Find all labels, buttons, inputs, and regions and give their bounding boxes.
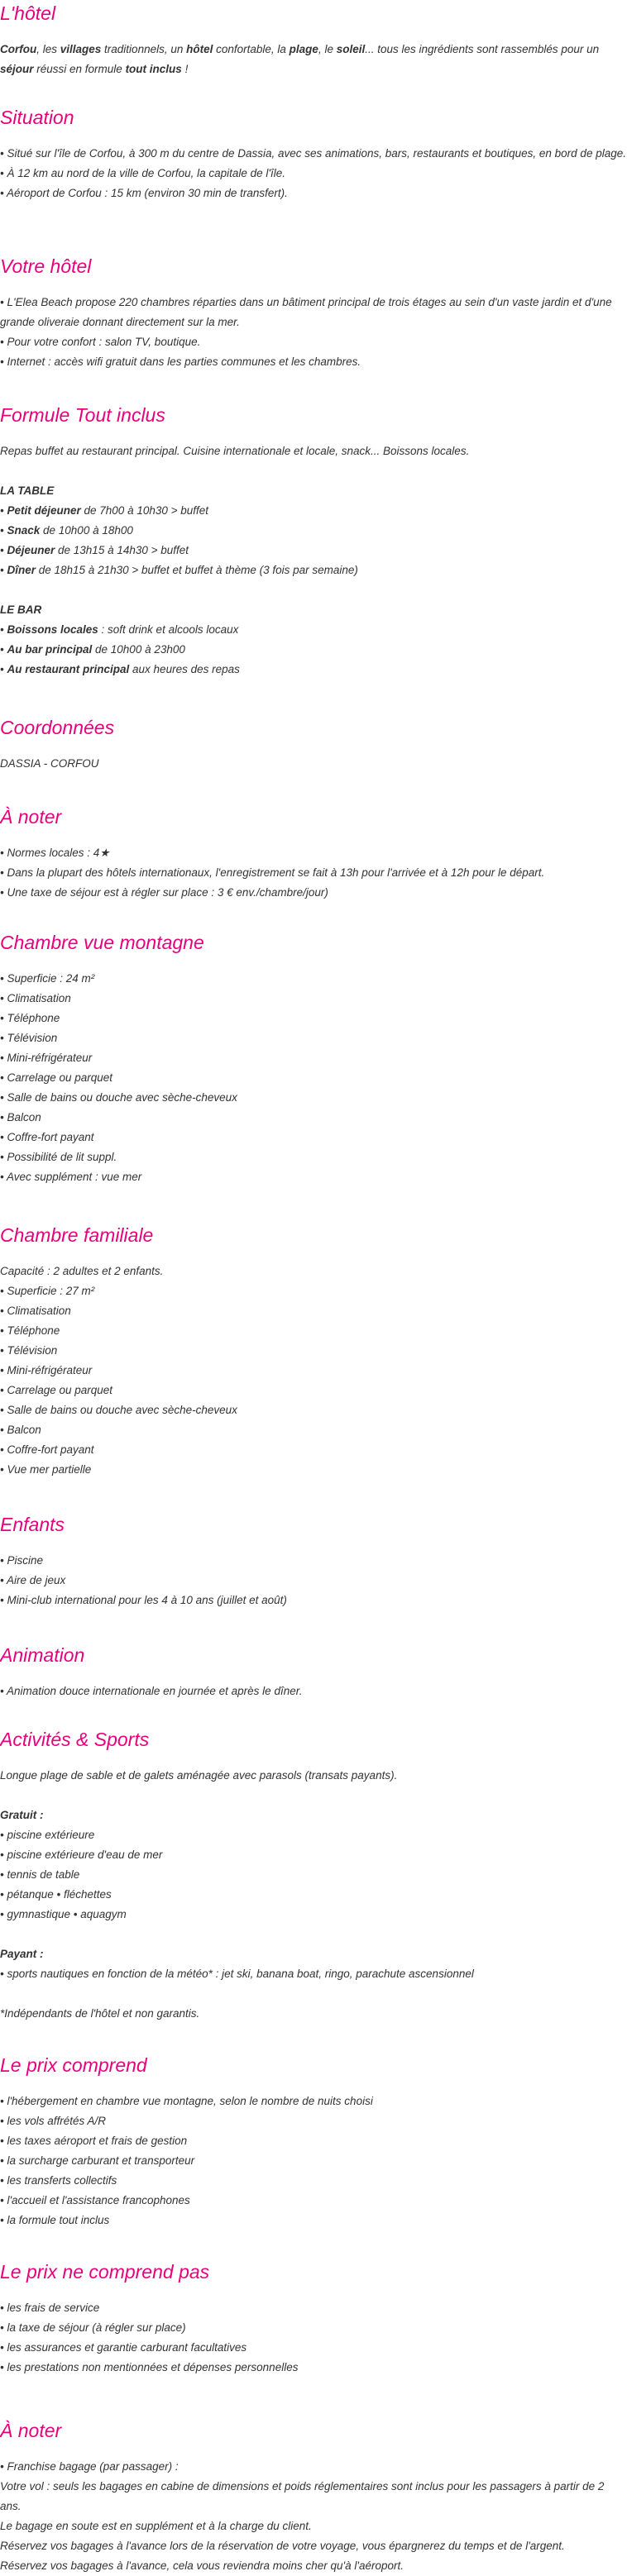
section-body [0,2457,627,2576]
text-run: • Aéroport de Corfou : 15 km (environ 30 min de transfert). [0,187,288,199]
text-run: traditionnels, un [101,43,187,55]
paragraph [0,1806,627,1825]
paragraph [0,754,627,774]
text-run: • [0,544,7,556]
bold-text: Au restaurant principal [7,663,130,675]
text-run: • Carrelage ou parquet [0,1384,113,1396]
paragraph [0,2536,627,2556]
paragraph [0,1400,627,1420]
paragraph [0,40,627,79]
section-body [0,293,627,372]
text-run: de 10h00 à 18h00 [40,524,133,537]
text-run: ... tous les ingrédients sont rassemblés pour un [365,43,600,55]
section-title: Coordonnées [0,717,115,738]
section-title: Chambre familiale [0,1224,154,1246]
paragraph [0,2358,627,2378]
section-l-hotel-0 [0,2,627,79]
bold-text: Dîner [7,564,36,576]
text-run: • piscine extérieure d'eau de mer [0,1849,163,1861]
text-run: • Téléphone [0,1324,60,1337]
text-run: • [0,663,7,675]
section-body [0,2092,627,2230]
bold-text: LA TABLE [0,484,55,497]
section-situation-1 [0,106,627,203]
text-run: Longue plage de sable et de galets aménagée avec parasols (transats payants). [0,1769,398,1782]
text-run: • gymnastique • aquagym [0,1908,127,1920]
paragraph [0,1361,627,1381]
text-run: • Aire de jeux [0,1574,66,1586]
section-a-noter-5 [0,805,627,903]
text-run: : soft drink et alcools locaux [98,623,239,636]
section-body [0,1262,627,1480]
bold-text: Snack [7,524,41,537]
paragraph [0,164,627,184]
text-run: • Vue mer partielle [0,1463,92,1476]
paragraph [0,1571,627,1591]
section-body [0,969,627,1187]
text-run: DASSIA - CORFOU [0,757,99,770]
bold-text: soleil [336,43,366,55]
section-title: Le prix comprend [0,2054,147,2076]
section-animation-9 [0,1643,627,1701]
paragraph [0,332,627,352]
text-run: *Indépendants de l'hôtel et non garantis. [0,2007,200,2020]
text-run: • Mini-réfrigérateur [0,1052,93,1064]
paragraph [0,144,627,164]
bold-text: tout inclus [125,63,182,75]
text-run: de 13h15 à 14h30 > buffet [55,544,189,556]
paragraph [0,1825,627,1845]
bold-text: Petit déjeuner [7,504,81,517]
paragraph [0,863,627,883]
paragraph [0,1381,627,1400]
text-run: • [0,643,7,656]
text-run: • tennis de table [0,1868,80,1881]
text-run: Réservez vos bagages à l'avance lors de la réservation de votre voyage, vous épargnerez du temps et de l'argent. [0,2540,565,2552]
bold-text: Au bar principal [7,643,93,656]
paragraph [0,1341,627,1361]
paragraph [0,620,627,640]
paragraph [0,2111,627,2131]
section-title: L'hôtel [0,2,56,24]
paragraph [0,1420,627,1440]
paragraph [0,1460,627,1480]
text-run: • les frais de service [0,2302,100,2314]
section-body [0,1551,627,1610]
paragraph [0,843,627,863]
paragraph [0,441,627,461]
paragraph [0,293,627,332]
text-run: • Balcon [0,1424,41,1436]
paragraph [0,1964,627,1984]
paragraph [0,883,627,903]
text-run: Le bagage en soute est en supplément et à la charge du client. [0,2520,312,2532]
paragraph [0,1048,627,1068]
paragraph [0,1865,627,1885]
paragraph [0,2516,627,2536]
text-run: • Salle de bains ou douche avec sèche-cheveux [0,1091,237,1104]
paragraph [0,1766,627,1786]
paragraph [0,640,627,660]
paragraph [0,2171,627,2191]
paragraph [0,2131,627,2151]
section-title: Animation [0,1644,85,1666]
paragraph [0,1108,627,1128]
text-run: • Pour votre confort : salon TV, boutique. [0,336,201,348]
text-run: • Une taxe de séjour est à régler sur place : 3 € env./chambre/jour) [0,886,328,899]
text-run: • Superficie : 27 m² [0,1285,95,1297]
section-activites-sports-10 [0,1728,627,2024]
text-run: • Superficie : 24 m² [0,972,95,985]
paragraph [0,660,627,680]
bold-text: LE BAR [0,603,42,616]
section-chambre-vue-montagne-6 [0,931,627,1187]
text-run: • Dans la plupart des hôtels internationaux, l'enregistrement se fait à 13h pour l'arrivée et à 12h pour le départ. [0,866,545,879]
text-run: • Animation douce internationale en journée et après le dîner. [0,1685,303,1697]
paragraph [0,600,627,620]
text-run: • Climatisation [0,992,71,1004]
paragraph [0,1028,627,1048]
text-run: • sports nautiques en fonction de la météo* : jet ski, banana boat, ringo, parachute ascensionnel [0,1968,474,1980]
paragraph [0,2338,627,2358]
bold-text: villages [60,43,102,55]
text-run: • Balcon [0,1111,41,1123]
text-run: confortable, la [213,43,290,55]
text-run: • l'accueil et l'assistance francophones [0,2194,190,2206]
paragraph [0,1440,627,1460]
paragraph [0,561,627,580]
text-run: • Coffre-fort payant [0,1443,94,1456]
section-a-noter-13 [0,2419,627,2576]
paragraph [0,989,627,1009]
section-chambre-familiale-7 [0,1224,627,1480]
paragraph [0,1128,627,1147]
paragraph [0,2151,627,2171]
section-body [0,2298,627,2378]
section-formule-tout-inclus-3 [0,403,627,680]
paragraph [0,541,627,561]
section-body [0,1766,627,2024]
text-run: ! [181,63,189,75]
paragraph [0,1301,627,1321]
text-run: • Climatisation [0,1305,71,1317]
text-run: • les assurances et garantie carburant facultatives [0,2341,247,2354]
paragraph [0,2004,627,2024]
paragraph-spacer [0,580,627,600]
paragraph [0,2477,627,2516]
text-run: • Possibilité de lit suppl. [0,1151,117,1163]
text-run: • [0,564,7,576]
text-run: • L'Elea Beach propose 220 chambres réparties dans un bâtiment principal de trois étages au sein d'un vaste jardin et d'une grande oliveraie donnant directement sur la mer. [0,296,612,328]
section-le-prix-comprend-11 [0,2054,627,2230]
bold-text: Déjeuner [7,544,55,556]
text-run: de 7h00 à 10h30 > buffet [80,504,209,517]
section-body [0,441,627,680]
section-coordonnees-4 [0,716,627,774]
paragraph [0,2191,627,2211]
text-run: • Salle de bains ou douche avec sèche-cheveux [0,1404,237,1416]
paragraph [0,1885,627,1905]
text-run: de 18h15 à 21h30 > buffet et buffet à thème (3 fois par semaine) [36,564,358,576]
section-title: Le prix ne comprend pas [0,2261,210,2283]
section-title: Activités & Sports [0,1729,150,1750]
section-votre-hotel-2 [0,255,627,372]
text-run: • Piscine [0,1554,43,1567]
bold-text: Gratuit : [0,1809,44,1821]
text-run: • Carrelage ou parquet [0,1071,113,1084]
text-run: • Internet : accès wifi gratuit dans les parties communes et les chambres. [0,355,361,368]
section-body [0,1682,627,1701]
section-le-prix-ne-comprend-pas-12 [0,2260,627,2378]
paragraph [0,1167,627,1187]
text-run: , les [36,43,60,55]
text-run: • Téléphone [0,1012,60,1024]
text-run: • piscine extérieure [0,1829,95,1841]
text-run: • Coffre-fort payant [0,1131,94,1143]
paragraph [0,2318,627,2338]
section-body [0,144,627,203]
text-run: • les prestations non mentionnées et dépenses personnelles [0,2361,299,2373]
section-title: Enfants [0,1514,65,1535]
paragraph [0,2211,627,2230]
paragraph [0,521,627,541]
bold-text: plage [289,43,318,55]
paragraph-spacer [0,461,627,481]
section-title: À noter [0,806,62,828]
text-run: Repas buffet au restaurant principal. Cuisine internationale et locale, snack... Boissons locales. [0,445,470,457]
text-run: • Télévision [0,1344,58,1357]
text-run: Votre vol : seuls les bagages en cabine de dimensions et poids réglementaires sont inclus pour les passagers à partir de 2 ans. [0,2480,605,2512]
text-run: de 10h00 à 23h00 [92,643,185,656]
paragraph [0,1682,627,1701]
section-title: Votre hôtel [0,255,92,277]
text-run: réussi en formule [33,63,126,75]
section-title: Chambre vue montagne [0,932,204,953]
text-run: • Franchise bagage (par passager) : [0,2460,179,2473]
text-run: • [0,524,7,537]
text-run: • la formule tout inclus [0,2214,110,2226]
section-title: Formule Tout inclus [0,404,165,426]
text-run: • les transferts collectifs [0,2174,117,2187]
text-run: • l'hébergement en chambre vue montagne, selon le nombre de nuits choisi [0,2095,373,2107]
paragraph-spacer [0,1984,627,2004]
paragraph [0,1905,627,1925]
text-run: • les taxes aéroport et frais de gestion [0,2135,188,2147]
paragraph [0,501,627,521]
text-run: • Mini-club international pour les 4 à 10 ans (juillet et août) [0,1594,287,1606]
text-run: • À 12 km au nord de la ville de Corfou, la capitale de l'île. [0,167,285,179]
text-run: • Situé sur l'île de Corfou, à 300 m du centre de Dassia, avec ses animations, bars, restaurants et boutiques, en bord de plage. [0,147,626,160]
text-run: • Télévision [0,1032,58,1044]
paragraph [0,1591,627,1610]
text-run: • la surcharge carburant et transporteur [0,2154,195,2167]
bold-text: Payant : [0,1948,44,1960]
section-title: À noter [0,2420,62,2441]
text-run: • les vols affrétés A/R [0,2115,107,2127]
paragraph [0,1088,627,1108]
paragraph [0,1009,627,1028]
text-run: • Normes locales : 4★ [0,847,110,859]
paragraph [0,1845,627,1865]
text-run: • Mini-réfrigérateur [0,1364,93,1376]
paragraph [0,1321,627,1341]
paragraph [0,352,627,372]
bold-text: séjour [0,63,34,75]
paragraph [0,1068,627,1088]
bold-text: Boissons locales [7,623,98,636]
text-run: • [0,504,7,517]
text-run: Réservez vos bagages à l'avance, cela vous reviendra moins cher qu'à l'aéroport. [0,2559,404,2572]
text-run: , le [318,43,337,55]
section-body [0,843,627,903]
bold-text: Corfou [0,43,37,55]
paragraph [0,1262,627,1281]
section-title: Situation [0,107,74,128]
text-run: • la taxe de séjour (à régler sur place) [0,2321,186,2334]
bold-text: hôtel [186,43,213,55]
paragraph-spacer [0,1925,627,1944]
paragraph [0,1551,627,1571]
paragraph [0,481,627,501]
text-run: • Avec supplément : vue mer [0,1171,142,1183]
paragraph [0,1147,627,1167]
text-run: Capacité : 2 adultes et 2 enfants. [0,1265,164,1277]
text-run: aux heures des repas [129,663,240,675]
section-enfants-8 [0,1513,627,1610]
paragraph-spacer [0,1786,627,1806]
paragraph [0,184,627,203]
paragraph [0,1944,627,1964]
paragraph [0,2092,627,2111]
paragraph [0,2457,627,2477]
paragraph [0,1281,627,1301]
text-run: • pétanque • fléchettes [0,1888,112,1901]
paragraph [0,969,627,989]
section-body [0,40,627,79]
paragraph [0,2556,627,2576]
text-run: • [0,623,7,636]
paragraph [0,2298,627,2318]
section-body [0,754,627,774]
